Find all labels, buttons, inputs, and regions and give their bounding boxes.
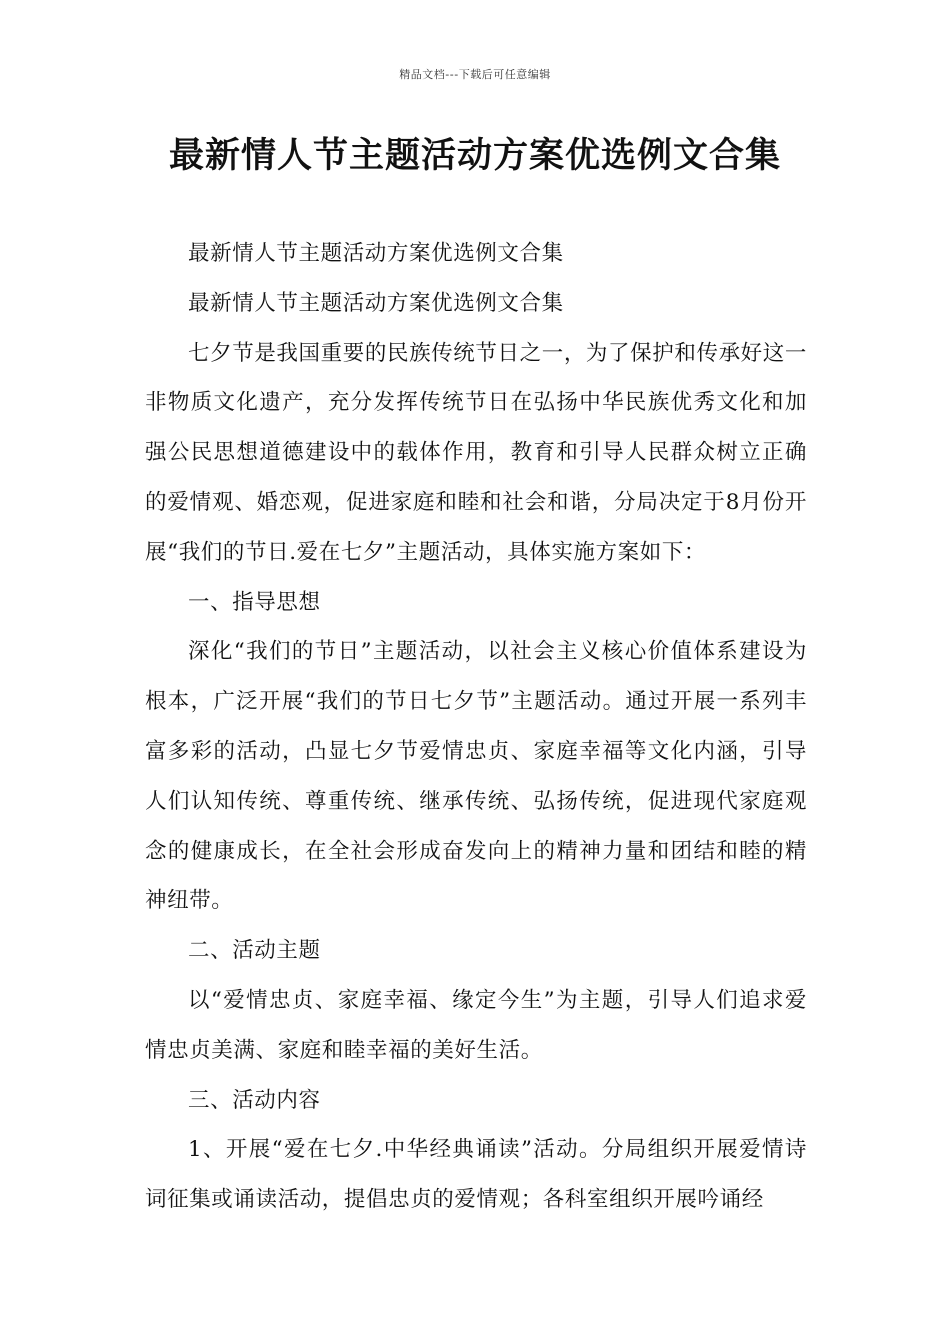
paragraph-guiding-ideology: 深化“我们的节日”主题活动，以社会主义核心价值体系建设为根本，广泛开展“我们的节日七夕节”主题活动。通过开展一系列丰富多彩的活动，凸显七夕节爱情忠贞、家庭幸福等文化内涵，引导人们认知传统、尊重传统、继承传统、弘扬传统，促进现代家庭观念的健康成长，在全社会形成奋发向上的精神力量和团结和睦的精神纽带。 (145, 639, 807, 914)
paragraph-activity-content-1: 1、开展“爱在七夕.中华经典诵读”活动。分局组织开展爱情诗词征集或诵读活动，提倡忠贞的爱情观；各科室组织开展吟诵经 (145, 1137, 807, 1213)
paragraph-intro: 七夕节是我国重要的民族传统节日之一，为了保护和传承好这一非物质文化遗产，充分发挥传统节日在弘扬中华民族优秀文化和加强公民思想道德建设中的载体作用，教育和引导人民群众树立正确的爱情观、婚恋观，促进家庭和睦和社会和谐，分局决定于8月份开展“我们的节日.爱在七夕”主题活动，具体实施方案如下： (145, 340, 807, 565)
section-heading-guiding-ideology: 一、指导思想 (188, 589, 321, 615)
document-title: 最新情人节主题活动方案优选例文合集 (168, 136, 781, 176)
section-heading-activity-content: 三、活动内容 (188, 1087, 321, 1113)
header-note: 精品文档---下载后可任意编辑 (399, 68, 551, 81)
section-heading-activity-theme: 二、活动主题 (188, 938, 321, 964)
paragraph-activity-theme: 以“爱情忠贞、家庭幸福、缘定今生”为主题，引导人们追求爱情忠贞美满、家庭和睦幸福的美好生活。 (145, 987, 807, 1063)
document-body (145, 229, 807, 1225)
paragraph-subtitle-2: 最新情人节主题活动方案优选例文合集 (188, 290, 564, 316)
paragraph-subtitle-1: 最新情人节主题活动方案优选例文合集 (188, 241, 564, 266)
